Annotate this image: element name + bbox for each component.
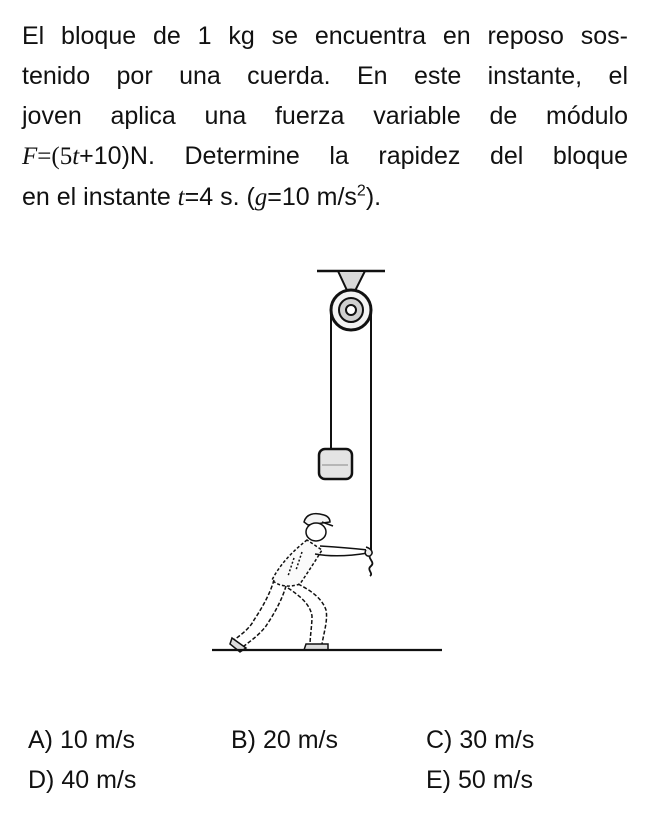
gravity-variable: g — [254, 184, 268, 211]
pulley-axle — [346, 305, 356, 315]
instant-value: =4 s. ( — [184, 183, 255, 211]
problem-line-3: joven aplica una fuerza variable de módulo — [22, 102, 628, 130]
instant-time-variable: t — [177, 184, 185, 211]
option-b[interactable]: B) 20 m/s — [231, 726, 338, 754]
person-head — [306, 523, 326, 541]
force-equation-start: =(5 — [37, 143, 73, 170]
person-arm-upper — [320, 546, 368, 550]
answer-options — [28, 726, 648, 810]
pulley-figure — [190, 264, 450, 664]
option-d[interactable]: D) 40 m/s — [28, 766, 137, 794]
person-back-leg-inner — [244, 586, 286, 646]
hanging-block — [319, 449, 352, 479]
option-a[interactable]: A) 10 m/s — [28, 726, 135, 754]
option-e[interactable]: E) 50 m/s — [426, 766, 533, 794]
instant-text: en el instante — [22, 183, 178, 211]
person-torso — [272, 540, 322, 586]
problem-line-5 — [22, 177, 628, 218]
rope-end-coil — [369, 554, 372, 576]
gravity-close: ). — [365, 183, 382, 211]
person-pulling-rope — [230, 514, 372, 652]
gravity-exponent: 2 — [356, 182, 366, 200]
person-front-leg-inner — [288, 588, 312, 646]
problem-line-1: El bloque de 1 kg se encuentra en reposo sos- — [22, 22, 628, 50]
person-arm-lower — [315, 553, 368, 556]
gravity-value: =10 m/s — [267, 183, 357, 211]
force-equation-rest: +10)N. Determine la rapidez del bloque — [79, 142, 628, 170]
pulley-diagram — [190, 264, 450, 664]
problem-line-4 — [22, 136, 628, 177]
time-variable: t — [72, 143, 80, 170]
option-c[interactable]: C) 30 m/s — [426, 726, 535, 754]
problem-statement — [22, 16, 628, 218]
person-back-leg — [234, 580, 274, 640]
problem-line-2: tenido por una cuerda. En este instante, el — [22, 62, 628, 90]
force-variable: F — [22, 143, 38, 170]
